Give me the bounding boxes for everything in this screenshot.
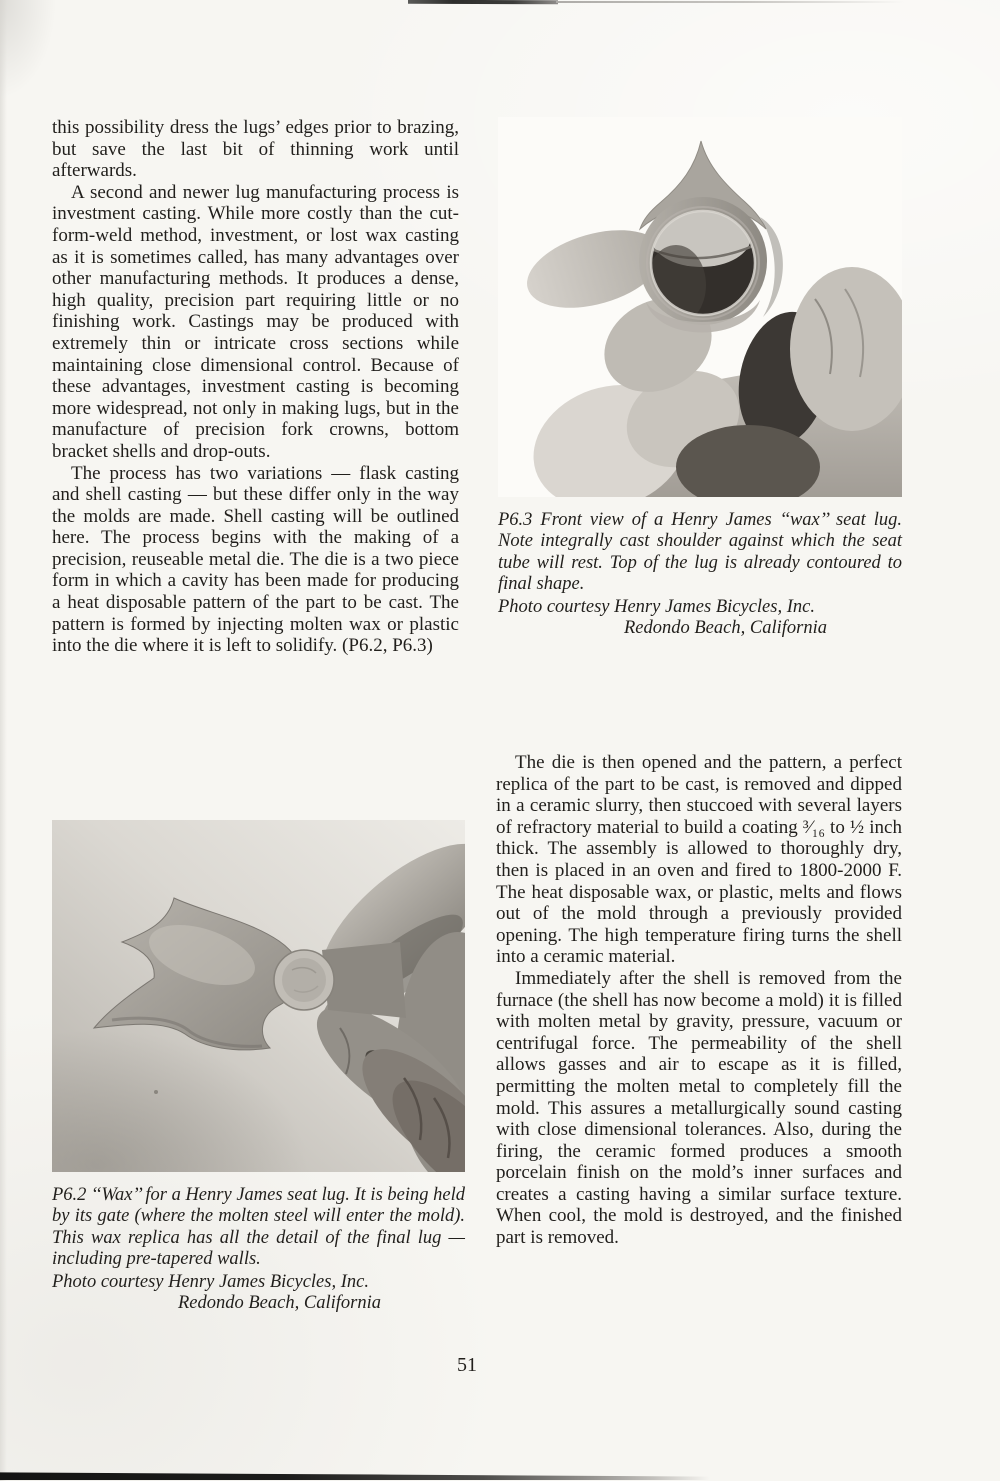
photo-credit-line: Photo courtesy Henry James Bicycles, Inc. (498, 596, 815, 617)
figure-caption: P6.3 Front view of a Henry James ‘‘wax’’ seat lug. Note integrally cast shoulder against which the seat tube will rest. Top of the lug is already contoured to final shape. (498, 510, 902, 595)
photo-p62-wax-lug-held-by-gate (52, 820, 465, 1172)
page-number: 51 (457, 1354, 477, 1376)
figure-p62 (52, 820, 465, 1314)
paragraph-process-variations: The process has two variations — flask casting and shell casting — but these differ only in the way the molds are made. Shell casting will be outlined here. The process begins with the making of a precision, reuseable metal die. The die is a two piece form in which a cavity has been made for producing a heat disposable pattern of the part to be cast. The pattern is formed by injecting molten wax or plastic into the die where it is left to solidify. (P6.2, P6.3) (52, 462, 459, 657)
photo-credit-location: Redondo Beach, California (178, 1293, 381, 1314)
photo-credit-location: Redondo Beach, California (624, 618, 827, 639)
left-text-column (52, 117, 459, 657)
figure-p62-caption-block (52, 1185, 465, 1314)
paragraph-continuation: this possibility dress the lugs’ edges prior to brazing, but save the last bit of thinning work until afterwards. (52, 117, 459, 182)
figure-caption: P6.2 ‘‘Wax’’ for a Henry James seat lug. It is being held by its gate (where the molten steel will enter the mold). This wax replica has all the detail of the final lug — including pre-tapered walls. (52, 1185, 465, 1270)
scan-left-edge-shade (0, 0, 7, 1481)
scan-artifact-top-faint (556, 1, 904, 3)
photo-credit-line: Photo courtesy Henry James Bicycles, Inc. (52, 1271, 369, 1292)
paragraph-die-opened: The die is then opened and the pattern, a perfect replica of the part to be cast, is removed and dipped in a ceramic slurry, then stuccoed with several layers of refractory material to build a coating ³⁄₁₆ to ½ inch thick. The assembly is allowed to thoroughly dry, then is placed in an oven and fired to 1800-2000 F. The heat disposable wax, or plastic, melts and flows out of the mold through a previously provided opening. The high temperature firing turns the shell into a ceramic material. (496, 752, 902, 968)
photo-p63-wax-seat-lug-front (498, 117, 902, 497)
paragraph-shell-filled: Immediately after the shell is removed from the furnace (the shell has now become a mold) it is filled with molten metal by gravity, pressure, vacuum or centrifugal force. The permeability of the shell allows gasses and air to escape as it is filled, permitting the molten metal to completely fill the mold. This assures a metallurgically sound casting with close dimensional tolerances. Also, during the firing, the ceramic formed produces a smooth porcelain finish on the mold’s inner surfaces and creates a casting having a similar surface texture. When cool, the mold is destroyed, and the finished part is removed. (496, 967, 902, 1249)
scan-artifact-bottom (0, 1471, 710, 1480)
photo-p63-illustration (498, 117, 902, 497)
scan-artifact-top-dark (408, 0, 558, 4)
paragraph-investment-casting: A second and newer lug manufacturing process is investment casting. While more costly than the cut-form-weld method, investment, or lost wax casting as it is sometimes called, has many advantages over other manufacturing methods. It produces a dense, high quality, precision part requiring little or no finishing work. Castings may be produced with extremely thin or intricate cross sections while maintaining close dimensional control. Because of these advantages, investment casting is becoming more widespread, not only in making lugs, but in the manufacture of precision fork crowns, bottom bracket shells and drop-outs. (52, 181, 459, 462)
figure-p63 (498, 117, 902, 639)
right-text-column (496, 752, 902, 1249)
photo-p62-illustration (52, 820, 465, 1172)
figure-p63-caption-block (498, 510, 902, 639)
